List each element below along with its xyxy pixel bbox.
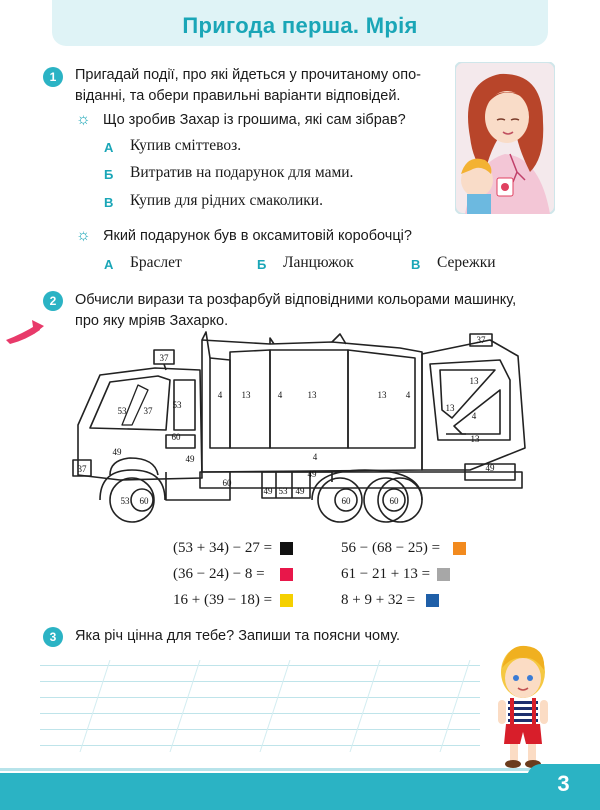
- truck-label: 13: [470, 434, 480, 444]
- q2-option-b[interactable]: Ланцюжок: [283, 254, 354, 271]
- color-swatch-blue: [426, 594, 439, 607]
- question-2: Який подарунок був в оксамитовій коробочці?: [103, 228, 412, 244]
- task-3-number: 3: [43, 627, 63, 647]
- pointer-arrow-icon: [4, 320, 44, 351]
- truck-label: 49: [307, 469, 317, 479]
- truck-label: 49: [112, 447, 122, 457]
- q2-option-a[interactable]: Браслет: [130, 254, 182, 271]
- answer-writing-area[interactable]: [40, 660, 480, 752]
- truck-label: 13: [307, 390, 317, 400]
- color-swatch-black: [280, 542, 293, 555]
- task-2-text-line2: про яку мріяв Захарко.: [75, 313, 229, 329]
- truck-label: 13: [445, 403, 455, 413]
- truck-label: 13: [469, 376, 479, 386]
- expression-4: 56 − (68 − 25) =: [341, 540, 441, 556]
- q1-option-b[interactable]: Витратив на подарунок для мами.: [130, 164, 354, 181]
- option-letter: А: [104, 257, 114, 272]
- expression-3: 16 + (39 − 18) =: [173, 592, 273, 608]
- option-letter: В: [411, 257, 421, 272]
- expression-2: (36 − 24) − 8 =: [173, 566, 265, 582]
- footer-divider: [0, 768, 600, 771]
- expression-1: (53 + 34) − 27 =: [173, 540, 273, 556]
- truck-label: 4: [312, 452, 318, 462]
- boy-illustration: [488, 640, 558, 770]
- q2-option-c[interactable]: Сережки: [437, 254, 496, 271]
- truck-label: 60: [222, 478, 232, 488]
- question-1: Що зробив Захар із грошима, які сам зібрав?: [103, 112, 406, 128]
- task-1-text-line2: віданні, та обери правильні варіанти відповідей.: [75, 88, 401, 104]
- truck-label: 49: [185, 454, 195, 464]
- option-letter: Б: [104, 167, 114, 182]
- truck-label: 4: [471, 411, 477, 421]
- task-2-text-line1: Обчисли вирази та розфарбуй відповідними кольорами машинку,: [75, 292, 517, 308]
- truck-label: 53: [120, 496, 130, 506]
- task-1-number: 1: [43, 67, 63, 87]
- color-swatch-orange: [453, 542, 466, 555]
- truck-label: 4: [277, 390, 283, 400]
- mother-child-illustration: [455, 62, 555, 214]
- truck-label: 13: [241, 390, 251, 400]
- truck-label: 4: [217, 390, 223, 400]
- bullet-sun-icon: ☼: [76, 227, 91, 244]
- option-letter: А: [104, 140, 114, 155]
- bullet-sun-icon: ☼: [76, 111, 91, 128]
- truck-label: 49: [485, 463, 495, 473]
- truck-label: 49: [295, 486, 305, 496]
- truck-label: 49: [263, 486, 273, 496]
- truck-label: 53: [117, 406, 127, 416]
- truck-label: 37: [77, 464, 87, 474]
- task-3-text: Яка річ цінна для тебе? Запиши та поясни чому.: [75, 628, 401, 644]
- truck-label: 37: [159, 353, 169, 363]
- truck-label: 60: [139, 496, 149, 506]
- page-title: Пригода перша. Мрія: [182, 13, 418, 38]
- truck-label: 13: [377, 390, 387, 400]
- expression-6: 8 + 9 + 32 =: [341, 592, 416, 608]
- task-2-number: 2: [43, 291, 63, 311]
- truck-label: 53: [172, 400, 182, 410]
- q1-option-a[interactable]: Купив сміттевоз.: [130, 137, 242, 154]
- truck-label: 60: [341, 496, 351, 506]
- option-letter: Б: [257, 257, 267, 272]
- truck-label: 53: [278, 486, 288, 496]
- color-swatch-yellow: [280, 594, 293, 607]
- task-1-text-line1: Пригадай події, про які йдеться у прочитаному опо-: [75, 67, 421, 83]
- garbage-truck-drawing: [70, 330, 530, 530]
- page-number: 3: [527, 764, 600, 810]
- truck-label: 37: [476, 335, 486, 345]
- truck-label: 60: [389, 496, 399, 506]
- q1-option-c[interactable]: Купив для рідних смаколики.: [130, 192, 323, 209]
- truck-label: 60: [171, 432, 181, 442]
- option-letter: В: [104, 195, 114, 210]
- expression-5: 61 − 21 + 13 =: [341, 566, 431, 582]
- truck-label: 37: [143, 406, 153, 416]
- truck-label: 4: [405, 390, 411, 400]
- color-swatch-gray: [437, 568, 450, 581]
- color-swatch-red: [280, 568, 293, 581]
- footer-bar: [0, 773, 600, 810]
